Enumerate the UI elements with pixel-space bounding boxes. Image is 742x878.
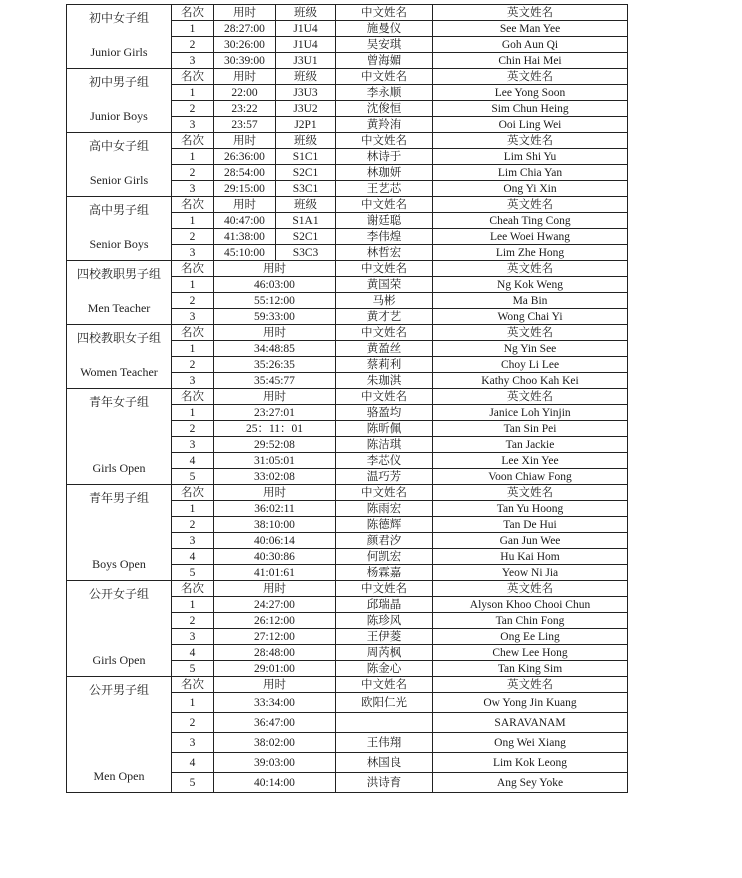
english-name-cell: Sim Chun Heing <box>433 101 628 117</box>
category-label <box>67 5 171 67</box>
time-cell: 31:05:01 <box>214 453 336 469</box>
rank-cell: 2 <box>172 421 214 437</box>
english-name-cell: Tan De Hui <box>433 517 628 533</box>
time-cell: 59:33:00 <box>214 309 336 325</box>
time-cell: 39:03:00 <box>214 753 336 773</box>
chinese-name-header: 中文姓名 <box>336 5 433 21</box>
english-name-cell: Ma Bin <box>433 293 628 309</box>
english-name-cell: Wong Chai Yi <box>433 309 628 325</box>
class-cell: J2P1 <box>276 117 336 133</box>
chinese-name-cell: 林诗于 <box>336 149 433 165</box>
time-header: 用时 <box>214 581 336 597</box>
time-cell: 26:36:00 <box>214 149 276 165</box>
chinese-name-cell: 蔡莉利 <box>336 357 433 373</box>
english-name-cell: Voon Chiaw Fong <box>433 469 628 485</box>
category-header-row <box>67 197 628 213</box>
time-cell: 28:54:00 <box>214 165 276 181</box>
category-name-en: Men Open <box>93 769 145 783</box>
rank-cell: 1 <box>172 149 214 165</box>
chinese-name-cell: 李芯仪 <box>336 453 433 469</box>
time-cell: 34:48:85 <box>214 341 336 357</box>
chinese-name-cell: 陈金心 <box>336 661 433 677</box>
time-cell: 36:47:00 <box>214 713 336 733</box>
rank-cell: 2 <box>172 517 214 533</box>
category-name-zh: 青年男子组 <box>88 491 149 505</box>
rank-cell: 2 <box>172 293 214 309</box>
chinese-name-header: 中文姓名 <box>336 133 433 149</box>
category-label <box>67 677 171 791</box>
english-name-cell: Hu Kai Hom <box>433 549 628 565</box>
chinese-name-cell: 朱珈淇 <box>336 373 433 389</box>
english-name-cell: Tan Chin Fong <box>433 613 628 629</box>
class-cell: S3C3 <box>276 245 336 261</box>
rank-header: 名次 <box>172 5 214 21</box>
time-header: 用时 <box>214 389 336 405</box>
rank-cell: 2 <box>172 357 214 373</box>
category-name-zh: 公开男子组 <box>88 683 149 697</box>
time-cell: 40:47:00 <box>214 213 276 229</box>
category-header-row <box>67 261 628 277</box>
time-cell: 46:03:00 <box>214 277 336 293</box>
rank-cell: 4 <box>172 753 214 773</box>
category-name-en: Junior Girls <box>90 45 148 59</box>
rank-cell: 5 <box>172 469 214 485</box>
class-header: 班级 <box>276 197 336 213</box>
chinese-name-cell: 谢廷聪 <box>336 213 433 229</box>
rank-cell: 4 <box>172 549 214 565</box>
english-name-cell: Lim Shi Yu <box>433 149 628 165</box>
time-header: 用时 <box>214 197 276 213</box>
rank-header: 名次 <box>172 197 214 213</box>
rank-cell: 5 <box>172 773 214 793</box>
chinese-name-cell: 王伟翔 <box>336 733 433 753</box>
english-name-cell: Chin Hai Mei <box>433 53 628 69</box>
chinese-name-cell: 施曼仪 <box>336 21 433 37</box>
category-cell <box>67 133 172 197</box>
rank-header: 名次 <box>172 261 214 277</box>
chinese-name-cell: 何凯宏 <box>336 549 433 565</box>
rank-header: 名次 <box>172 69 214 85</box>
time-cell: 36:02:11 <box>214 501 336 517</box>
class-header: 班级 <box>276 133 336 149</box>
category-cell <box>67 69 172 133</box>
class-cell: S2C1 <box>276 229 336 245</box>
category-header-row <box>67 581 628 597</box>
rank-cell: 2 <box>172 713 214 733</box>
time-cell: 23:57 <box>214 117 276 133</box>
rank-cell: 1 <box>172 405 214 421</box>
category-label <box>67 261 171 323</box>
class-header: 班级 <box>276 5 336 21</box>
rank-cell: 2 <box>172 165 214 181</box>
english-name-cell: Lim Zhe Hong <box>433 245 628 261</box>
rank-cell: 5 <box>172 661 214 677</box>
rank-cell: 3 <box>172 117 214 133</box>
category-cell <box>67 389 172 485</box>
time-cell: 41:38:00 <box>214 229 276 245</box>
category-header-row <box>67 69 628 85</box>
category-header-row <box>67 389 628 405</box>
class-cell: J3U2 <box>276 101 336 117</box>
chinese-name-cell: 黄国荣 <box>336 277 433 293</box>
rank-cell: 1 <box>172 85 214 101</box>
category-header-row <box>67 133 628 149</box>
rank-cell: 1 <box>172 341 214 357</box>
category-cell <box>67 581 172 677</box>
category-name-en: Junior Boys <box>90 109 148 123</box>
class-cell: J3U3 <box>276 85 336 101</box>
rank-cell: 5 <box>172 565 214 581</box>
time-header: 用时 <box>214 261 336 277</box>
time-header: 用时 <box>214 325 336 341</box>
category-name-en: Girls Open <box>92 461 146 475</box>
time-cell: 35:45:77 <box>214 373 336 389</box>
english-name-header: 英文姓名 <box>433 581 628 597</box>
time-header: 用时 <box>214 5 276 21</box>
time-header: 用时 <box>214 69 276 85</box>
chinese-name-cell: 陈昕佩 <box>336 421 433 437</box>
rank-cell: 3 <box>172 245 214 261</box>
english-name-cell: Ng Yin See <box>433 341 628 357</box>
time-cell: 55:12:00 <box>214 293 336 309</box>
category-cell <box>67 261 172 325</box>
english-name-cell: Lee Woei Hwang <box>433 229 628 245</box>
chinese-name-cell: 陈雨宏 <box>336 501 433 517</box>
rank-cell: 3 <box>172 309 214 325</box>
chinese-name-cell <box>336 713 433 733</box>
chinese-name-cell: 陈德辉 <box>336 517 433 533</box>
category-name-zh: 四校教职男子组 <box>76 267 161 281</box>
chinese-name-cell: 颜君汐 <box>336 533 433 549</box>
english-name-header: 英文姓名 <box>433 325 628 341</box>
english-name-cell: Ow Yong Jin Kuang <box>433 693 628 713</box>
category-label <box>67 581 171 675</box>
chinese-name-cell: 杨霖嘉 <box>336 565 433 581</box>
english-name-cell: Tan King Sim <box>433 661 628 677</box>
class-header: 班级 <box>276 69 336 85</box>
category-name-en: Women Teacher <box>80 365 158 379</box>
category-header-row <box>67 485 628 501</box>
chinese-name-header: 中文姓名 <box>336 677 433 693</box>
time-header: 用时 <box>214 485 336 501</box>
category-label <box>67 325 171 387</box>
time-cell: 23:27:01 <box>214 405 336 421</box>
english-name-header: 英文姓名 <box>433 5 628 21</box>
english-name-cell: Janice Loh Yinjin <box>433 405 628 421</box>
english-name-cell: Gan Jun Wee <box>433 533 628 549</box>
rank-cell: 3 <box>172 373 214 389</box>
rank-cell: 3 <box>172 53 214 69</box>
rank-cell: 3 <box>172 437 214 453</box>
chinese-name-cell: 陈洁琪 <box>336 437 433 453</box>
english-name-cell: Tan Yu Hoong <box>433 501 628 517</box>
time-header: 用时 <box>214 677 336 693</box>
rank-header: 名次 <box>172 325 214 341</box>
time-cell: 33:34:00 <box>214 693 336 713</box>
english-name-cell: Lim Kok Leong <box>433 753 628 773</box>
rank-cell: 1 <box>172 277 214 293</box>
chinese-name-cell: 林哲宏 <box>336 245 433 261</box>
chinese-name-header: 中文姓名 <box>336 389 433 405</box>
time-cell: 29:15:00 <box>214 181 276 197</box>
time-cell: 28:48:00 <box>214 645 336 661</box>
time-cell: 29:52:08 <box>214 437 336 453</box>
chinese-name-cell: 王伊菱 <box>336 629 433 645</box>
time-cell: 40:14:00 <box>214 773 336 793</box>
english-name-cell: Ong Yi Xin <box>433 181 628 197</box>
english-name-header: 英文姓名 <box>433 485 628 501</box>
category-name-zh: 青年女子组 <box>88 395 149 409</box>
english-name-cell: Ang Sey Yoke <box>433 773 628 793</box>
time-cell: 25：11：01 <box>214 421 336 437</box>
rank-cell: 1 <box>172 693 214 713</box>
time-cell: 30:26:00 <box>214 37 276 53</box>
time-cell: 22:00 <box>214 85 276 101</box>
category-label <box>67 69 171 131</box>
english-name-header: 英文姓名 <box>433 133 628 149</box>
category-header-row <box>67 325 628 341</box>
english-name-cell: Ng Kok Weng <box>433 277 628 293</box>
rank-header: 名次 <box>172 677 214 693</box>
time-cell: 29:01:00 <box>214 661 336 677</box>
chinese-name-cell: 温巧芳 <box>336 469 433 485</box>
time-cell: 27:12:00 <box>214 629 336 645</box>
english-name-cell: Tan Jackie <box>433 437 628 453</box>
class-cell: S1A1 <box>276 213 336 229</box>
time-cell: 35:26:35 <box>214 357 336 373</box>
english-name-cell: Ooi Ling Wei <box>433 117 628 133</box>
chinese-name-cell: 陈珍风 <box>336 613 433 629</box>
rank-cell: 2 <box>172 229 214 245</box>
english-name-cell: Lim Chia Yan <box>433 165 628 181</box>
time-cell: 24:27:00 <box>214 597 336 613</box>
rank-cell: 2 <box>172 37 214 53</box>
time-cell: 40:06:14 <box>214 533 336 549</box>
category-cell <box>67 485 172 581</box>
chinese-name-header: 中文姓名 <box>336 69 433 85</box>
category-name-zh: 初中女子组 <box>88 11 149 25</box>
class-cell: S2C1 <box>276 165 336 181</box>
rank-header: 名次 <box>172 389 214 405</box>
chinese-name-cell: 林国良 <box>336 753 433 773</box>
category-name-zh: 初中男子组 <box>88 75 149 89</box>
english-name-header: 英文姓名 <box>433 261 628 277</box>
category-name-zh: 公开女子组 <box>88 587 149 601</box>
rank-cell: 1 <box>172 21 214 37</box>
chinese-name-header: 中文姓名 <box>336 261 433 277</box>
rank-cell: 4 <box>172 453 214 469</box>
chinese-name-cell: 王艺芯 <box>336 181 433 197</box>
english-name-cell: Cheah Ting Cong <box>433 213 628 229</box>
chinese-name-cell: 林珈妍 <box>336 165 433 181</box>
time-cell: 28:27:00 <box>214 21 276 37</box>
time-cell: 38:02:00 <box>214 733 336 753</box>
chinese-name-header: 中文姓名 <box>336 197 433 213</box>
category-label <box>67 133 171 195</box>
class-cell: J1U4 <box>276 37 336 53</box>
category-name-en: Senior Girls <box>89 173 149 187</box>
category-label <box>67 197 171 259</box>
category-cell <box>67 677 172 793</box>
chinese-name-cell: 李伟煌 <box>336 229 433 245</box>
rank-cell: 1 <box>172 501 214 517</box>
chinese-name-header: 中文姓名 <box>336 485 433 501</box>
english-name-cell: SARAVANAM <box>433 713 628 733</box>
category-cell <box>67 325 172 389</box>
chinese-name-cell: 欧阳仁光 <box>336 693 433 713</box>
chinese-name-cell: 洪诗育 <box>336 773 433 793</box>
rank-cell: 1 <box>172 597 214 613</box>
rank-cell: 2 <box>172 101 214 117</box>
english-name-header: 英文姓名 <box>433 677 628 693</box>
class-cell: J1U4 <box>276 21 336 37</box>
category-name-zh: 四校教职女子组 <box>76 331 161 345</box>
category-name-en: Girls Open <box>92 653 146 667</box>
english-name-cell: Goh Aun Qi <box>433 37 628 53</box>
chinese-name-header: 中文姓名 <box>336 581 433 597</box>
category-name-en: Boys Open <box>92 557 146 571</box>
english-name-cell: Tan Sin Pei <box>433 421 628 437</box>
time-cell: 45:10:00 <box>214 245 276 261</box>
chinese-name-cell: 沈俊恒 <box>336 101 433 117</box>
english-name-cell: Kathy Choo Kah Kei <box>433 373 628 389</box>
english-name-cell: Lee Yong Soon <box>433 85 628 101</box>
chinese-name-cell: 曾海媚 <box>336 53 433 69</box>
time-header: 用时 <box>214 133 276 149</box>
category-name-en: Senior Boys <box>89 237 149 251</box>
category-label <box>67 485 171 579</box>
category-cell <box>67 197 172 261</box>
english-name-cell: Chew Lee Hong <box>433 645 628 661</box>
category-name-zh: 高中女子组 <box>88 139 149 153</box>
english-name-cell: Ong Ee Ling <box>433 629 628 645</box>
rank-cell: 4 <box>172 645 214 661</box>
english-name-cell: Yeow Ni Jia <box>433 565 628 581</box>
english-name-cell: Lee Xin Yee <box>433 453 628 469</box>
chinese-name-cell: 邱瑞晶 <box>336 597 433 613</box>
time-cell: 41:01:61 <box>214 565 336 581</box>
english-name-header: 英文姓名 <box>433 389 628 405</box>
category-cell <box>67 5 172 69</box>
chinese-name-header: 中文姓名 <box>336 325 433 341</box>
chinese-name-cell: 黄盈丝 <box>336 341 433 357</box>
english-name-cell: Ong Wei Xiang <box>433 733 628 753</box>
category-label <box>67 389 171 483</box>
rank-cell: 3 <box>172 629 214 645</box>
category-header-row <box>67 5 628 21</box>
chinese-name-cell: 黄才艺 <box>336 309 433 325</box>
time-cell: 33:02:08 <box>214 469 336 485</box>
time-cell: 23:22 <box>214 101 276 117</box>
english-name-cell: See Man Yee <box>433 21 628 37</box>
rank-cell: 1 <box>172 213 214 229</box>
category-name-zh: 高中男子组 <box>88 203 149 217</box>
class-cell: S3C1 <box>276 181 336 197</box>
category-name-en: Men Teacher <box>87 301 151 315</box>
english-name-header: 英文姓名 <box>433 69 628 85</box>
chinese-name-cell: 吴安琪 <box>336 37 433 53</box>
chinese-name-cell: 黄羚洧 <box>336 117 433 133</box>
chinese-name-cell: 骆盈均 <box>336 405 433 421</box>
english-name-header: 英文姓名 <box>433 197 628 213</box>
rank-header: 名次 <box>172 485 214 501</box>
english-name-cell: Alyson Khoo Chooi Chun <box>433 597 628 613</box>
rank-cell: 3 <box>172 533 214 549</box>
rank-cell: 2 <box>172 613 214 629</box>
category-header-row <box>67 677 628 693</box>
rank-cell: 3 <box>172 733 214 753</box>
time-cell: 40:30:86 <box>214 549 336 565</box>
chinese-name-cell: 周芮枫 <box>336 645 433 661</box>
time-cell: 38:10:00 <box>214 517 336 533</box>
class-cell: J3U1 <box>276 53 336 69</box>
rank-header: 名次 <box>172 133 214 149</box>
time-cell: 26:12:00 <box>214 613 336 629</box>
results-table <box>66 4 628 793</box>
class-cell: S1C1 <box>276 149 336 165</box>
chinese-name-cell: 李永顺 <box>336 85 433 101</box>
rank-cell: 3 <box>172 181 214 197</box>
english-name-cell: Choy Li Lee <box>433 357 628 373</box>
rank-header: 名次 <box>172 581 214 597</box>
time-cell: 30:39:00 <box>214 53 276 69</box>
chinese-name-cell: 马彬 <box>336 293 433 309</box>
